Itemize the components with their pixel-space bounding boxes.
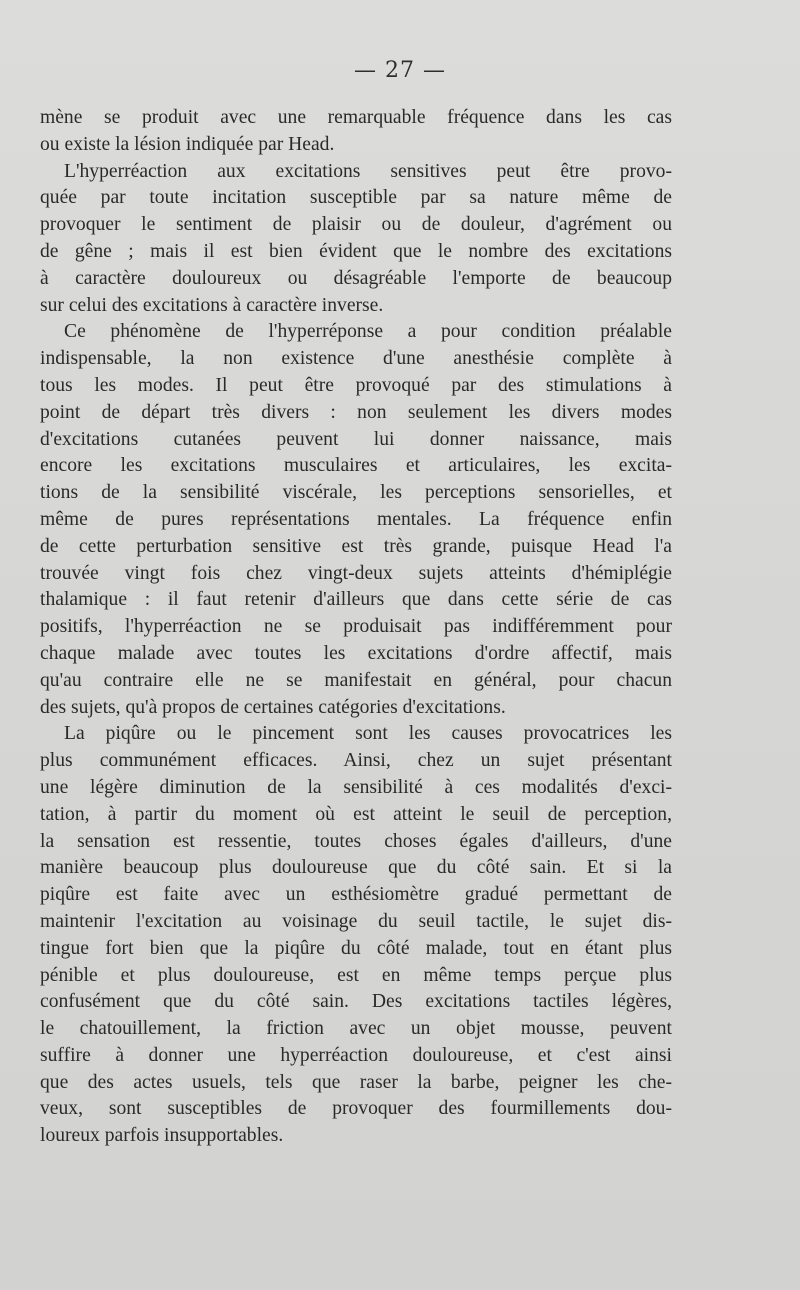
text-line: mène se produit avec une remarquable fréquence dans les cas xyxy=(40,107,672,128)
text-line: le chatouillement, la friction avec un objet mousse, peuvent xyxy=(40,1018,672,1040)
text-line: la sensation est ressentie, toutes choses égales d'ailleurs, d'une xyxy=(40,830,672,852)
text-line: positifs, l'hyperréaction ne se produisait pas indifféremment pour xyxy=(40,616,672,638)
text-line: veux, sont susceptibles de provoquer des fourmillements dou- xyxy=(40,1098,672,1120)
text-line: qu'au contraire elle ne se manifestait en général, pour chacun xyxy=(40,669,672,691)
page-number: — 27 — xyxy=(354,58,446,83)
text-line: tous les modes. Il peut être provoqué par des stimulations à xyxy=(40,374,672,396)
text-line: provoquer le sentiment de plaisir ou de douleur, d'agrément ou xyxy=(40,214,672,236)
text-line: point de départ très divers : non seulement les divers modes xyxy=(40,401,672,423)
text-line: manière beaucoup plus douloureuse que du côté sain. Et si la xyxy=(40,857,672,879)
text-line: thalamique : il faut retenir d'ailleurs que dans cette série de cas xyxy=(40,589,672,611)
body-text xyxy=(40,105,672,1150)
text-line: pénible et plus douloureuse, est en même temps perçue plus xyxy=(40,964,672,986)
text-line: que des actes usuels, tels que raser la barbe, peigner les che- xyxy=(40,1071,672,1093)
text-line: tions de la sensibilité viscérale, les perceptions sensorielles, et xyxy=(40,482,672,504)
text-line: La piqûre ou le pincement sont les causes provocatrices les xyxy=(64,723,672,745)
text-line: de gêne ; mais il est bien évident que le nombre des excitations xyxy=(40,240,672,262)
text-line: tation, à partir du moment où est atteint le seuil de perception, xyxy=(40,803,672,825)
text-line: loureux parfois insupportables. xyxy=(40,1125,284,1147)
text-line: suffire à donner une hyperréaction douloureuse, et c'est ainsi xyxy=(40,1044,672,1066)
text-line: des sujets, qu'à propos de certaines catégories d'excitations. xyxy=(40,696,506,718)
text-line: à caractère douloureux ou désagréable l'emporte de beaucoup xyxy=(40,267,672,289)
text-line: tingue fort bien que la piqûre du côté malade, tout en étant plus xyxy=(40,937,672,959)
text-line: L'hyperréaction aux excitations sensitives peut être provo- xyxy=(64,160,672,182)
text-line: de cette perturbation sensitive est très grande, puisque Head l'a xyxy=(40,535,672,557)
text-line: maintenir l'excitation au voisinage du seuil tactile, le sujet dis- xyxy=(40,910,672,932)
text-line: Ce phénomène de l'hyperréponse a pour condition préalable xyxy=(64,321,672,343)
text-line: trouvée vingt fois chez vingt-deux sujets atteints d'hémiplégie xyxy=(40,562,672,584)
text-line: même de pures représentations mentales. La fréquence enfin xyxy=(40,508,672,530)
text-line: chaque malade avec toutes les excitations d'ordre affectif, mais xyxy=(40,642,672,664)
text-line: sur celui des excitations à caractère inverse. xyxy=(40,294,384,316)
text-line: quée par toute incitation susceptible par sa nature même de xyxy=(40,187,672,209)
text-line: une légère diminution de la sensibilité à ces modalités d'exci- xyxy=(40,776,672,798)
text-line: piqûre est faite avec un esthésiomètre gradué permettant de xyxy=(40,884,672,906)
text-line: encore les excitations musculaires et articulaires, les excita- xyxy=(40,455,672,477)
text-line: ou existe la lésion indiquée par Head. xyxy=(40,133,335,155)
text-line: d'excitations cutanées peuvent lui donner naissance, mais xyxy=(40,428,672,450)
text-line: plus communément efficaces. Ainsi, chez un sujet présentant xyxy=(40,750,672,772)
text-line: indispensable, la non existence d'une anesthésie complète à xyxy=(40,348,672,370)
text-line: confusément que du côté sain. Des excitations tactiles légères, xyxy=(40,991,672,1013)
